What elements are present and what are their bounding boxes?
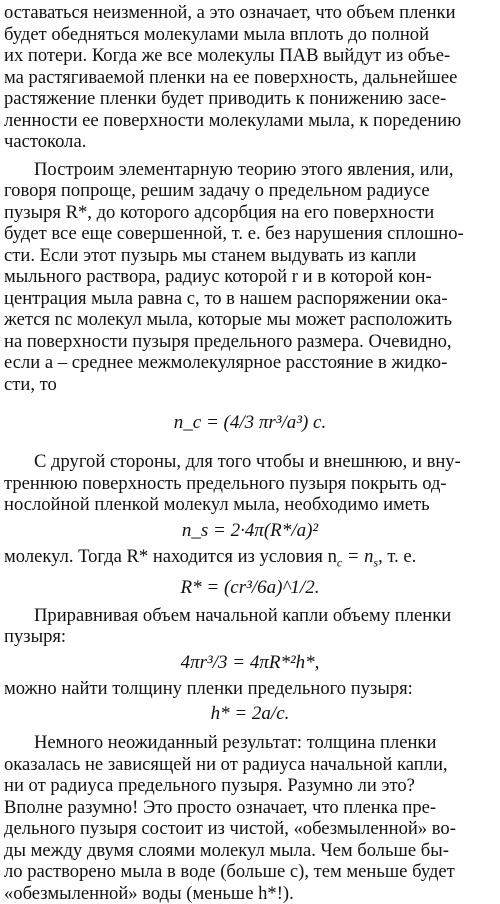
text-line: ни от радиуса предельного пузыря. Разумно ли это? xyxy=(4,775,415,797)
text-line: мыльного раствора, радиус которой r и в которой кон- xyxy=(4,266,432,287)
text-line: жется nc молекул мыла, которые мы может расположить xyxy=(4,309,452,330)
equation-rstar: R* = (cr³/6a)^1/2. xyxy=(180,576,320,598)
text-line: нослойной пленкой молекул мыла, необходимо иметь xyxy=(4,494,430,515)
text-line: треннюю поверхность предельного пузыря покрыть од- xyxy=(4,472,447,494)
paragraph-4 xyxy=(4,546,496,574)
text-line: пузыря R*, до которого адсорбция на его поверхности xyxy=(4,201,435,223)
text-line: ленности ее поверхности молекулами мыла, к поредению xyxy=(4,109,462,131)
text-line: на поверхности пузыря предельного размера. Очевидно, xyxy=(4,330,452,352)
text-line: их потери. Когда же все молекулы ПАВ выйдут из объе- xyxy=(4,45,451,66)
text-line: ма растягиваемой пленки на ее поверхность, дальнейшее xyxy=(4,66,458,88)
equation-nc: n_c = (4/3 πr³/a³) c. xyxy=(173,412,327,433)
paragraph-2 xyxy=(4,159,496,396)
text-line: Приравнивая объем начальной капли объему пленки xyxy=(34,604,452,626)
paragraph-1 xyxy=(4,2,496,153)
text-line: С другой стороны, для того чтобы и внешнюю, и вну- xyxy=(34,451,461,472)
text-line: если a – среднее межмолекулярное расстояние в жидко- xyxy=(4,352,448,373)
paragraph-5 xyxy=(4,605,496,648)
paragraph-6 xyxy=(4,678,496,700)
text-line: ло растворено мыла в воде (больше c), тем меньше будет xyxy=(4,861,455,883)
text-line: говоря попроще, решим задачу о предельном радиусе xyxy=(4,180,430,201)
text-line: молекул. Тогда R* находится из условия $n_c = n_s$, т. е. xyxy=(4,545,417,570)
equation-volume: 4πr³/3 = 4πR*²h*, xyxy=(180,651,320,673)
text-line: оказалась не зависящей ни от радиуса начальной капли, xyxy=(4,753,448,775)
text-line: сти. Если этот пузырь мы станем выдувать из капли xyxy=(4,244,417,266)
text-line: пузыря: xyxy=(4,626,67,648)
text-line: будет обедняться молекулами мыла вплоть до полной xyxy=(4,23,430,45)
text-line: оставаться неизменной, а это означает, что объем пленки xyxy=(4,2,456,23)
equation-ns: n_s = 2·4π(R*/a)² xyxy=(181,519,319,541)
text-line: Немного неожиданный результат: толщина пленки xyxy=(34,732,437,754)
text-line: растяжение пленки будет приводить к понижению засе- xyxy=(4,88,447,109)
text-line: ды между двумя слоями молекул мыла. Чем больше бы- xyxy=(4,839,449,861)
text-line: будет все еще совершенной, т. е. без нарушения сплошно- xyxy=(4,223,464,244)
text-line: дельного пузыря состоит из чистой, «обезмыленной» во- xyxy=(4,818,456,840)
equation-hstar: h* = 2a/c. xyxy=(210,703,290,725)
text-line: можно найти толщину пленки предельного пузыря: xyxy=(4,677,413,699)
paragraph-3 xyxy=(4,451,496,516)
text-line: центрация мыла равна c, то в нашем распоряжении ока- xyxy=(4,287,448,309)
text-line: сти, то xyxy=(4,373,57,395)
text-line: «обезмыленной» воды (меньше h*!). xyxy=(4,882,294,904)
text-line: Вполне разумно! Это просто означает, что пленка пре- xyxy=(4,796,437,818)
paragraph-7 xyxy=(4,732,496,904)
text-line: частокола. xyxy=(4,131,87,152)
text-line: Построим элементарную теорию этого явления, или, xyxy=(34,158,454,180)
